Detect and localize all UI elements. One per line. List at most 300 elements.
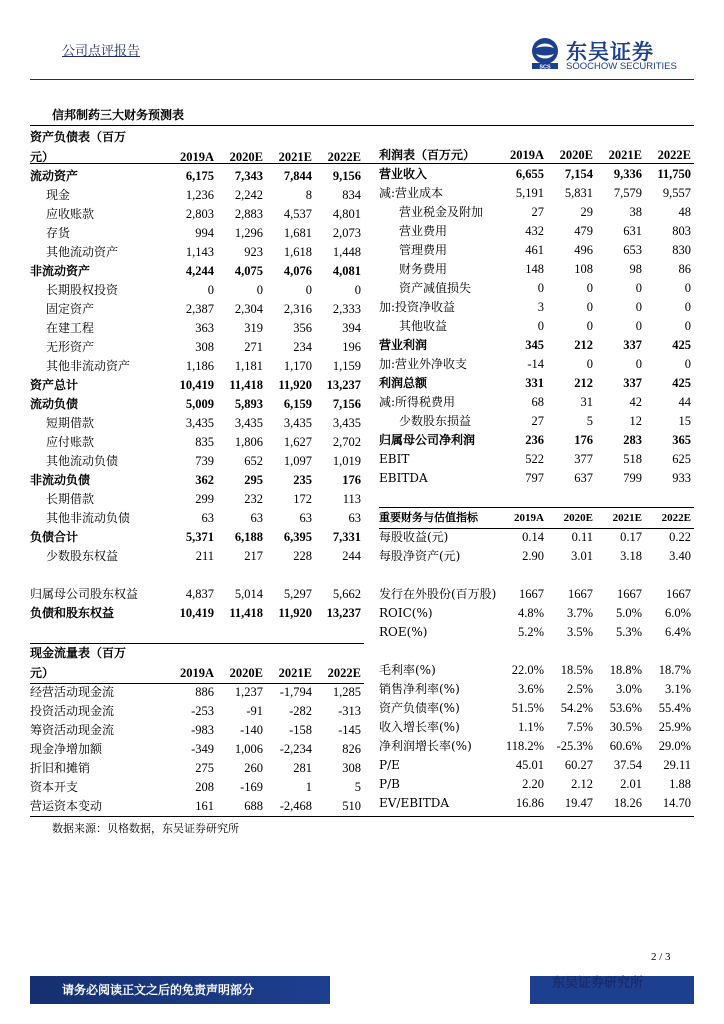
- cash-flow-title-line2: 元）: [30, 666, 55, 680]
- cell-value: 1667: [617, 587, 642, 601]
- source-note: 数据来源：贝格数据，东吴证券研究所: [52, 822, 239, 835]
- table-row: [30, 740, 364, 759]
- row-label: 投资活动现金流: [30, 704, 115, 718]
- cell-value: 217: [244, 549, 263, 563]
- cell-value: 1,806: [234, 435, 263, 449]
- income-statement-table: [379, 145, 694, 488]
- table-row: [30, 414, 364, 433]
- table-row: [30, 490, 364, 509]
- cell-value: 18.5%: [560, 663, 593, 677]
- cell-value: 295: [244, 473, 263, 487]
- cell-value: 4,244: [185, 264, 214, 278]
- cell-value: 11,418: [229, 378, 263, 392]
- cell-value: 797: [525, 471, 544, 485]
- cell-value: 48: [678, 205, 691, 219]
- cell-value: 45.01: [515, 758, 544, 772]
- cell-value: 38: [629, 205, 642, 219]
- table-row: [379, 469, 694, 488]
- cell-value: 3.7%: [566, 606, 593, 620]
- cell-value: 236: [525, 433, 544, 447]
- table-row: [30, 186, 364, 205]
- cell-value: 5.2%: [517, 625, 544, 639]
- cell-value: 63: [250, 511, 263, 525]
- table-top-rule: [30, 125, 694, 126]
- cell-value: 1,627: [283, 435, 312, 449]
- table-row: [379, 431, 694, 450]
- table-row: [30, 683, 364, 702]
- row-label: 加:营业外净收支: [379, 357, 468, 371]
- balance-sheet-header-row: [30, 147, 364, 167]
- cell-value: 0: [635, 357, 642, 371]
- cell-value: 432: [525, 224, 544, 238]
- balance-sheet-title-line1: 资产负债表（百万: [30, 130, 127, 144]
- row-label: 流动负债: [30, 397, 79, 411]
- row-label: 存货: [46, 226, 71, 240]
- cell-value: 0.22: [669, 530, 691, 544]
- cell-value: 3.0%: [615, 682, 642, 696]
- cell-value: 308: [195, 340, 214, 354]
- cell-value: 2,242: [234, 188, 263, 202]
- row-label: 每股净资产(元): [379, 549, 461, 563]
- row-label: 固定资产: [46, 302, 95, 316]
- income-statement-header-row: [379, 145, 694, 165]
- table-row: [379, 279, 694, 298]
- cell-value: 172: [293, 492, 312, 506]
- row-label: 归属母公司净利润: [379, 433, 476, 447]
- cell-value: 3,435: [185, 416, 214, 430]
- row-label: 资产总计: [30, 378, 79, 392]
- table-row: [379, 450, 694, 469]
- cell-value: 5,191: [515, 186, 544, 200]
- cell-value: 803: [672, 224, 691, 238]
- cell-value: 27: [531, 414, 544, 428]
- balance-sheet-table: [30, 127, 364, 623]
- cell-value: 1,097: [283, 454, 312, 468]
- cell-value: 1,143: [185, 245, 214, 259]
- cell-value: -282: [289, 704, 312, 718]
- cell-value: 0: [586, 357, 593, 371]
- cell-value: 0: [684, 300, 691, 314]
- svg-text:SCS: SCS: [539, 64, 551, 70]
- cell-value: 1,019: [332, 454, 361, 468]
- row-label: 经营活动现金流: [30, 685, 115, 699]
- row-label: 发行在外股份(百万股): [379, 587, 497, 601]
- cell-value: -313: [338, 704, 361, 718]
- table-row: [30, 702, 364, 721]
- cell-value: 30.5%: [609, 720, 642, 734]
- table-row: [379, 412, 694, 431]
- cell-value: 244: [342, 549, 361, 563]
- cell-value: 29.11: [663, 758, 691, 772]
- cell-value: -983: [191, 723, 214, 737]
- cell-value: 0: [537, 281, 544, 295]
- cell-value: 212: [574, 376, 593, 390]
- table-row: [379, 260, 694, 279]
- table-row: [30, 721, 364, 740]
- row-label: 毛利率(%): [379, 663, 436, 677]
- cell-value: 1.1%: [517, 720, 544, 734]
- cell-value: 208: [195, 780, 214, 794]
- cell-value: 2.20: [522, 777, 544, 791]
- cell-value: 6.0%: [664, 606, 691, 620]
- row-label: 长期借款: [46, 492, 95, 506]
- cell-value: 1,159: [332, 359, 361, 373]
- table-row: [30, 604, 364, 623]
- cell-value: 11,750: [657, 167, 691, 181]
- row-label: 其他流动资产: [46, 245, 119, 259]
- cell-value: 3,435: [332, 416, 361, 430]
- table-row: [379, 756, 694, 775]
- cell-value: 10,419: [179, 606, 214, 620]
- cell-value: 234: [293, 340, 312, 354]
- table-row: [30, 528, 364, 547]
- cell-value: 275: [195, 761, 214, 775]
- cell-value: 1,285: [332, 685, 361, 699]
- cell-value: 0: [586, 281, 593, 295]
- cell-value: 260: [244, 761, 263, 775]
- cell-value: 7,156: [332, 397, 361, 411]
- cell-value: 496: [574, 243, 593, 257]
- row-label: 负债和股东权益: [30, 606, 115, 620]
- table-row: [30, 262, 364, 281]
- cell-value: -2,234: [279, 742, 312, 756]
- row-label: 加:投资净收益: [379, 300, 456, 314]
- cell-value: 3.40: [669, 549, 691, 563]
- cell-value: 362: [195, 473, 214, 487]
- row-label: 营业利润: [379, 338, 428, 352]
- report-type-label: 公司点评报告: [62, 44, 141, 59]
- row-label: EBITDA: [379, 471, 428, 485]
- cell-value: 365: [672, 433, 691, 447]
- cell-value: 0: [354, 283, 361, 297]
- year-header: 2021E: [608, 148, 642, 162]
- cell-value: 6,188: [234, 530, 263, 544]
- row-label: 其他流动负债: [46, 454, 119, 468]
- cell-value: 9,557: [662, 186, 691, 200]
- cell-value: 5,831: [564, 186, 593, 200]
- cell-value: -158: [289, 723, 312, 737]
- cell-value: 16.86: [515, 796, 544, 810]
- cell-value: 0: [635, 319, 642, 333]
- row-label: 财务费用: [399, 262, 448, 276]
- table-row: [379, 298, 694, 317]
- cell-value: 2,316: [283, 302, 312, 316]
- cell-value: 2,387: [185, 302, 214, 316]
- balance-sheet-title-row: [30, 127, 364, 147]
- cell-value: 331: [525, 376, 544, 390]
- cash-flow-title-row: [30, 643, 364, 663]
- table-row: [379, 184, 694, 203]
- table-row: [30, 357, 364, 376]
- table-row: [379, 355, 694, 374]
- cell-value: 3.01: [571, 549, 593, 563]
- table-row: [379, 393, 694, 412]
- cell-value: 2.90: [522, 549, 544, 563]
- row-label: 减:营业成本: [379, 186, 444, 200]
- cell-value: 4,801: [332, 207, 361, 221]
- cell-value: 29: [580, 205, 593, 219]
- cash-flow-header-rule: [30, 683, 364, 684]
- year-header: 2020E: [229, 666, 263, 680]
- cell-value: 835: [195, 435, 214, 449]
- cell-value: 161: [195, 799, 214, 813]
- cell-value: 5: [586, 414, 593, 428]
- cell-value: 1667: [666, 587, 691, 601]
- cell-value: 11,920: [278, 606, 312, 620]
- cell-value: 12: [629, 414, 642, 428]
- cell-value: 1,006: [234, 742, 263, 756]
- row-label: 减:所得税费用: [379, 395, 456, 409]
- table-row: [379, 317, 694, 336]
- table-row: [30, 547, 364, 566]
- cell-value: 377: [574, 452, 593, 466]
- cell-value: 4,837: [185, 587, 214, 601]
- cell-value: 5,009: [185, 397, 214, 411]
- cell-value: 2,073: [332, 226, 361, 240]
- cell-value: 425: [672, 338, 691, 352]
- cell-value: 3,435: [234, 416, 263, 430]
- cell-value: 1,618: [283, 245, 312, 259]
- row-label: 无形资产: [46, 340, 95, 354]
- cell-value: 652: [244, 454, 263, 468]
- cell-value: 739: [195, 454, 214, 468]
- row-label: 流动资产: [30, 169, 79, 183]
- cell-value: 631: [623, 224, 642, 238]
- table-row: [30, 433, 364, 452]
- year-header: 2022E: [657, 148, 691, 162]
- cell-value: 98: [629, 262, 642, 276]
- financial-metrics-table: [379, 508, 694, 813]
- table-row: [30, 338, 364, 357]
- cell-value: 6.4%: [664, 625, 691, 639]
- table-row: [379, 642, 694, 680]
- cell-value: 4,075: [234, 264, 263, 278]
- cell-value: 0.14: [522, 530, 544, 544]
- cell-value: 3.6%: [517, 682, 544, 696]
- cell-value: 337: [623, 376, 642, 390]
- cell-value: 60.6%: [609, 739, 642, 753]
- table-row: [379, 680, 694, 699]
- cell-value: 1: [305, 780, 312, 794]
- cell-value: 4,081: [332, 264, 361, 278]
- table-row: [379, 547, 694, 566]
- cell-value: 319: [244, 321, 263, 335]
- row-label: 管理费用: [399, 243, 448, 257]
- row-label: 筹资活动现金流: [30, 723, 115, 737]
- cell-value: 196: [342, 340, 361, 354]
- cell-value: 63: [201, 511, 214, 525]
- cell-value: -91: [246, 704, 263, 718]
- page-number: 2 / 3: [651, 951, 671, 963]
- year-header: 2019A: [179, 150, 214, 164]
- metrics-title: 重要财务与估值指标: [379, 511, 478, 524]
- logo-english-name: SOOCHOW SECURITIES: [566, 61, 677, 72]
- table-row: [379, 222, 694, 241]
- cell-value: 5: [354, 780, 361, 794]
- row-label: P/B: [379, 777, 400, 791]
- year-header: 2020E: [559, 148, 593, 162]
- cell-value: 933: [672, 471, 691, 485]
- cell-value: 0: [684, 319, 691, 333]
- cell-value: 2,304: [234, 302, 263, 316]
- cash-flow-header-row: [30, 663, 364, 683]
- cell-value: 3.1%: [664, 682, 691, 696]
- row-label: 负债合计: [30, 530, 79, 544]
- cell-value: 86: [678, 262, 691, 276]
- cell-value: 51.5%: [511, 701, 544, 715]
- cell-value: 834: [342, 188, 361, 202]
- cell-value: -253: [191, 704, 214, 718]
- cell-value: 5,297: [283, 587, 312, 601]
- cell-value: 2.5%: [566, 682, 593, 696]
- row-label: 营业税金及附加: [399, 205, 484, 219]
- cell-value: 826: [342, 742, 361, 756]
- cell-value: -1,794: [279, 685, 312, 699]
- logo-chinese-name: 东吴证券: [566, 40, 654, 64]
- cell-value: 113: [342, 492, 361, 506]
- cash-flow-table: [30, 643, 364, 816]
- cell-value: 15: [678, 414, 691, 428]
- row-label: 非流动负债: [30, 473, 91, 487]
- footer-institute: 东吴证券研究所: [552, 976, 644, 991]
- cell-value: 11,418: [229, 606, 263, 620]
- row-label: ROIC(%): [379, 606, 433, 620]
- row-label: 资本开支: [30, 780, 79, 794]
- table-row: [30, 452, 364, 471]
- row-label: 销售净利率(%): [379, 682, 460, 696]
- row-label: 短期借款: [46, 416, 95, 430]
- row-label: 长期股权投资: [46, 283, 119, 297]
- row-label: P/E: [379, 758, 400, 772]
- cell-value: 54.2%: [560, 701, 593, 715]
- cell-value: 108: [574, 262, 593, 276]
- cell-value: 11,920: [278, 378, 312, 392]
- cell-value: -349: [191, 742, 214, 756]
- cell-value: 212: [574, 338, 593, 352]
- row-label: 营业费用: [399, 224, 448, 238]
- cell-value: 29.0%: [658, 739, 691, 753]
- cell-value: 1667: [519, 587, 544, 601]
- row-label: 少数股东损益: [399, 414, 472, 428]
- cell-value: 4,076: [283, 264, 312, 278]
- cell-value: 18.8%: [609, 663, 642, 677]
- cell-value: 5,662: [332, 587, 361, 601]
- cell-value: 2.12: [571, 777, 593, 791]
- cell-value: 8: [305, 188, 312, 202]
- cell-value: -169: [240, 780, 263, 794]
- cell-value: 1,296: [234, 226, 263, 240]
- cell-value: 394: [342, 321, 361, 335]
- cell-value: 7.5%: [566, 720, 593, 734]
- row-label: EV/EBITDA: [379, 796, 450, 810]
- cell-value: 2,803: [185, 207, 214, 221]
- cell-value: 13,237: [326, 606, 361, 620]
- cell-value: 60.27: [564, 758, 593, 772]
- cell-value: 118.2%: [505, 739, 544, 753]
- table-row: [30, 797, 364, 816]
- cell-value: 18.7%: [658, 663, 691, 677]
- cell-value: 37.54: [613, 758, 642, 772]
- cell-value: 271: [244, 340, 263, 354]
- year-header: 2020E: [563, 512, 593, 524]
- cell-value: -145: [338, 723, 361, 737]
- cell-value: 281: [293, 761, 312, 775]
- row-label: 少数股东权益: [46, 549, 119, 563]
- cell-value: 0.17: [620, 530, 642, 544]
- row-label: 现金: [46, 188, 71, 202]
- company-logo: [528, 36, 688, 74]
- cell-value: 6,395: [283, 530, 312, 544]
- table-row: [30, 778, 364, 797]
- cell-value: 3.5%: [566, 625, 593, 639]
- cell-value: 2.01: [620, 777, 642, 791]
- cell-value: 1,448: [332, 245, 361, 259]
- row-label: 每股收益(元): [379, 530, 449, 544]
- cell-value: -25.3%: [556, 739, 593, 753]
- cell-value: 2,333: [332, 302, 361, 316]
- cell-value: 688: [244, 799, 263, 813]
- cell-value: 1,170: [283, 359, 312, 373]
- table-row: [30, 224, 364, 243]
- cell-value: 3: [537, 300, 544, 314]
- row-label: 非流动资产: [30, 264, 91, 278]
- year-header: 2021E: [612, 512, 642, 524]
- metrics-header-rule: [379, 528, 694, 529]
- table-row: [379, 336, 694, 355]
- table-row: [30, 300, 364, 319]
- cell-value: 356: [293, 321, 312, 335]
- cell-value: 1667: [568, 587, 593, 601]
- table-row: [30, 167, 364, 186]
- cell-value: 5,893: [234, 397, 263, 411]
- row-label: 营运资本变动: [30, 799, 103, 813]
- cell-value: 68: [531, 395, 544, 409]
- row-label: 资产负债率(%): [379, 701, 460, 715]
- year-header: 2022E: [327, 666, 361, 680]
- cell-value: 1,236: [185, 188, 214, 202]
- cell-value: 25.9%: [658, 720, 691, 734]
- row-label: 应付账款: [46, 435, 95, 449]
- cell-value: 176: [574, 433, 593, 447]
- cell-value: 0.11: [571, 530, 593, 544]
- table-title: 信邦制药三大财务预测表: [52, 108, 185, 122]
- cell-value: 42: [629, 395, 642, 409]
- cell-value: 7,154: [564, 167, 593, 181]
- cell-value: -2,468: [279, 799, 312, 813]
- table-row: [30, 205, 364, 224]
- cell-value: 0: [537, 319, 544, 333]
- cell-value: 2,883: [234, 207, 263, 221]
- table-row: [30, 281, 364, 300]
- row-label: 其他非流动资产: [46, 359, 131, 373]
- cash-flow-title-line1: 现金流量表（百万: [30, 646, 127, 660]
- cell-value: 461: [525, 243, 544, 257]
- cell-value: 1.88: [669, 777, 691, 791]
- cell-value: 63: [299, 511, 312, 525]
- table-row: [379, 604, 694, 623]
- cell-value: 1,186: [185, 359, 214, 373]
- table-row: [30, 319, 364, 338]
- cell-value: 308: [342, 761, 361, 775]
- cell-value: 5.0%: [615, 606, 642, 620]
- cell-value: -14: [527, 357, 544, 371]
- cell-value: 0: [684, 357, 691, 371]
- metrics-header-row: [379, 508, 694, 528]
- year-header: 2021E: [278, 150, 312, 164]
- row-label: 在建工程: [46, 321, 95, 335]
- cell-value: 232: [244, 492, 263, 506]
- cell-value: 299: [195, 492, 214, 506]
